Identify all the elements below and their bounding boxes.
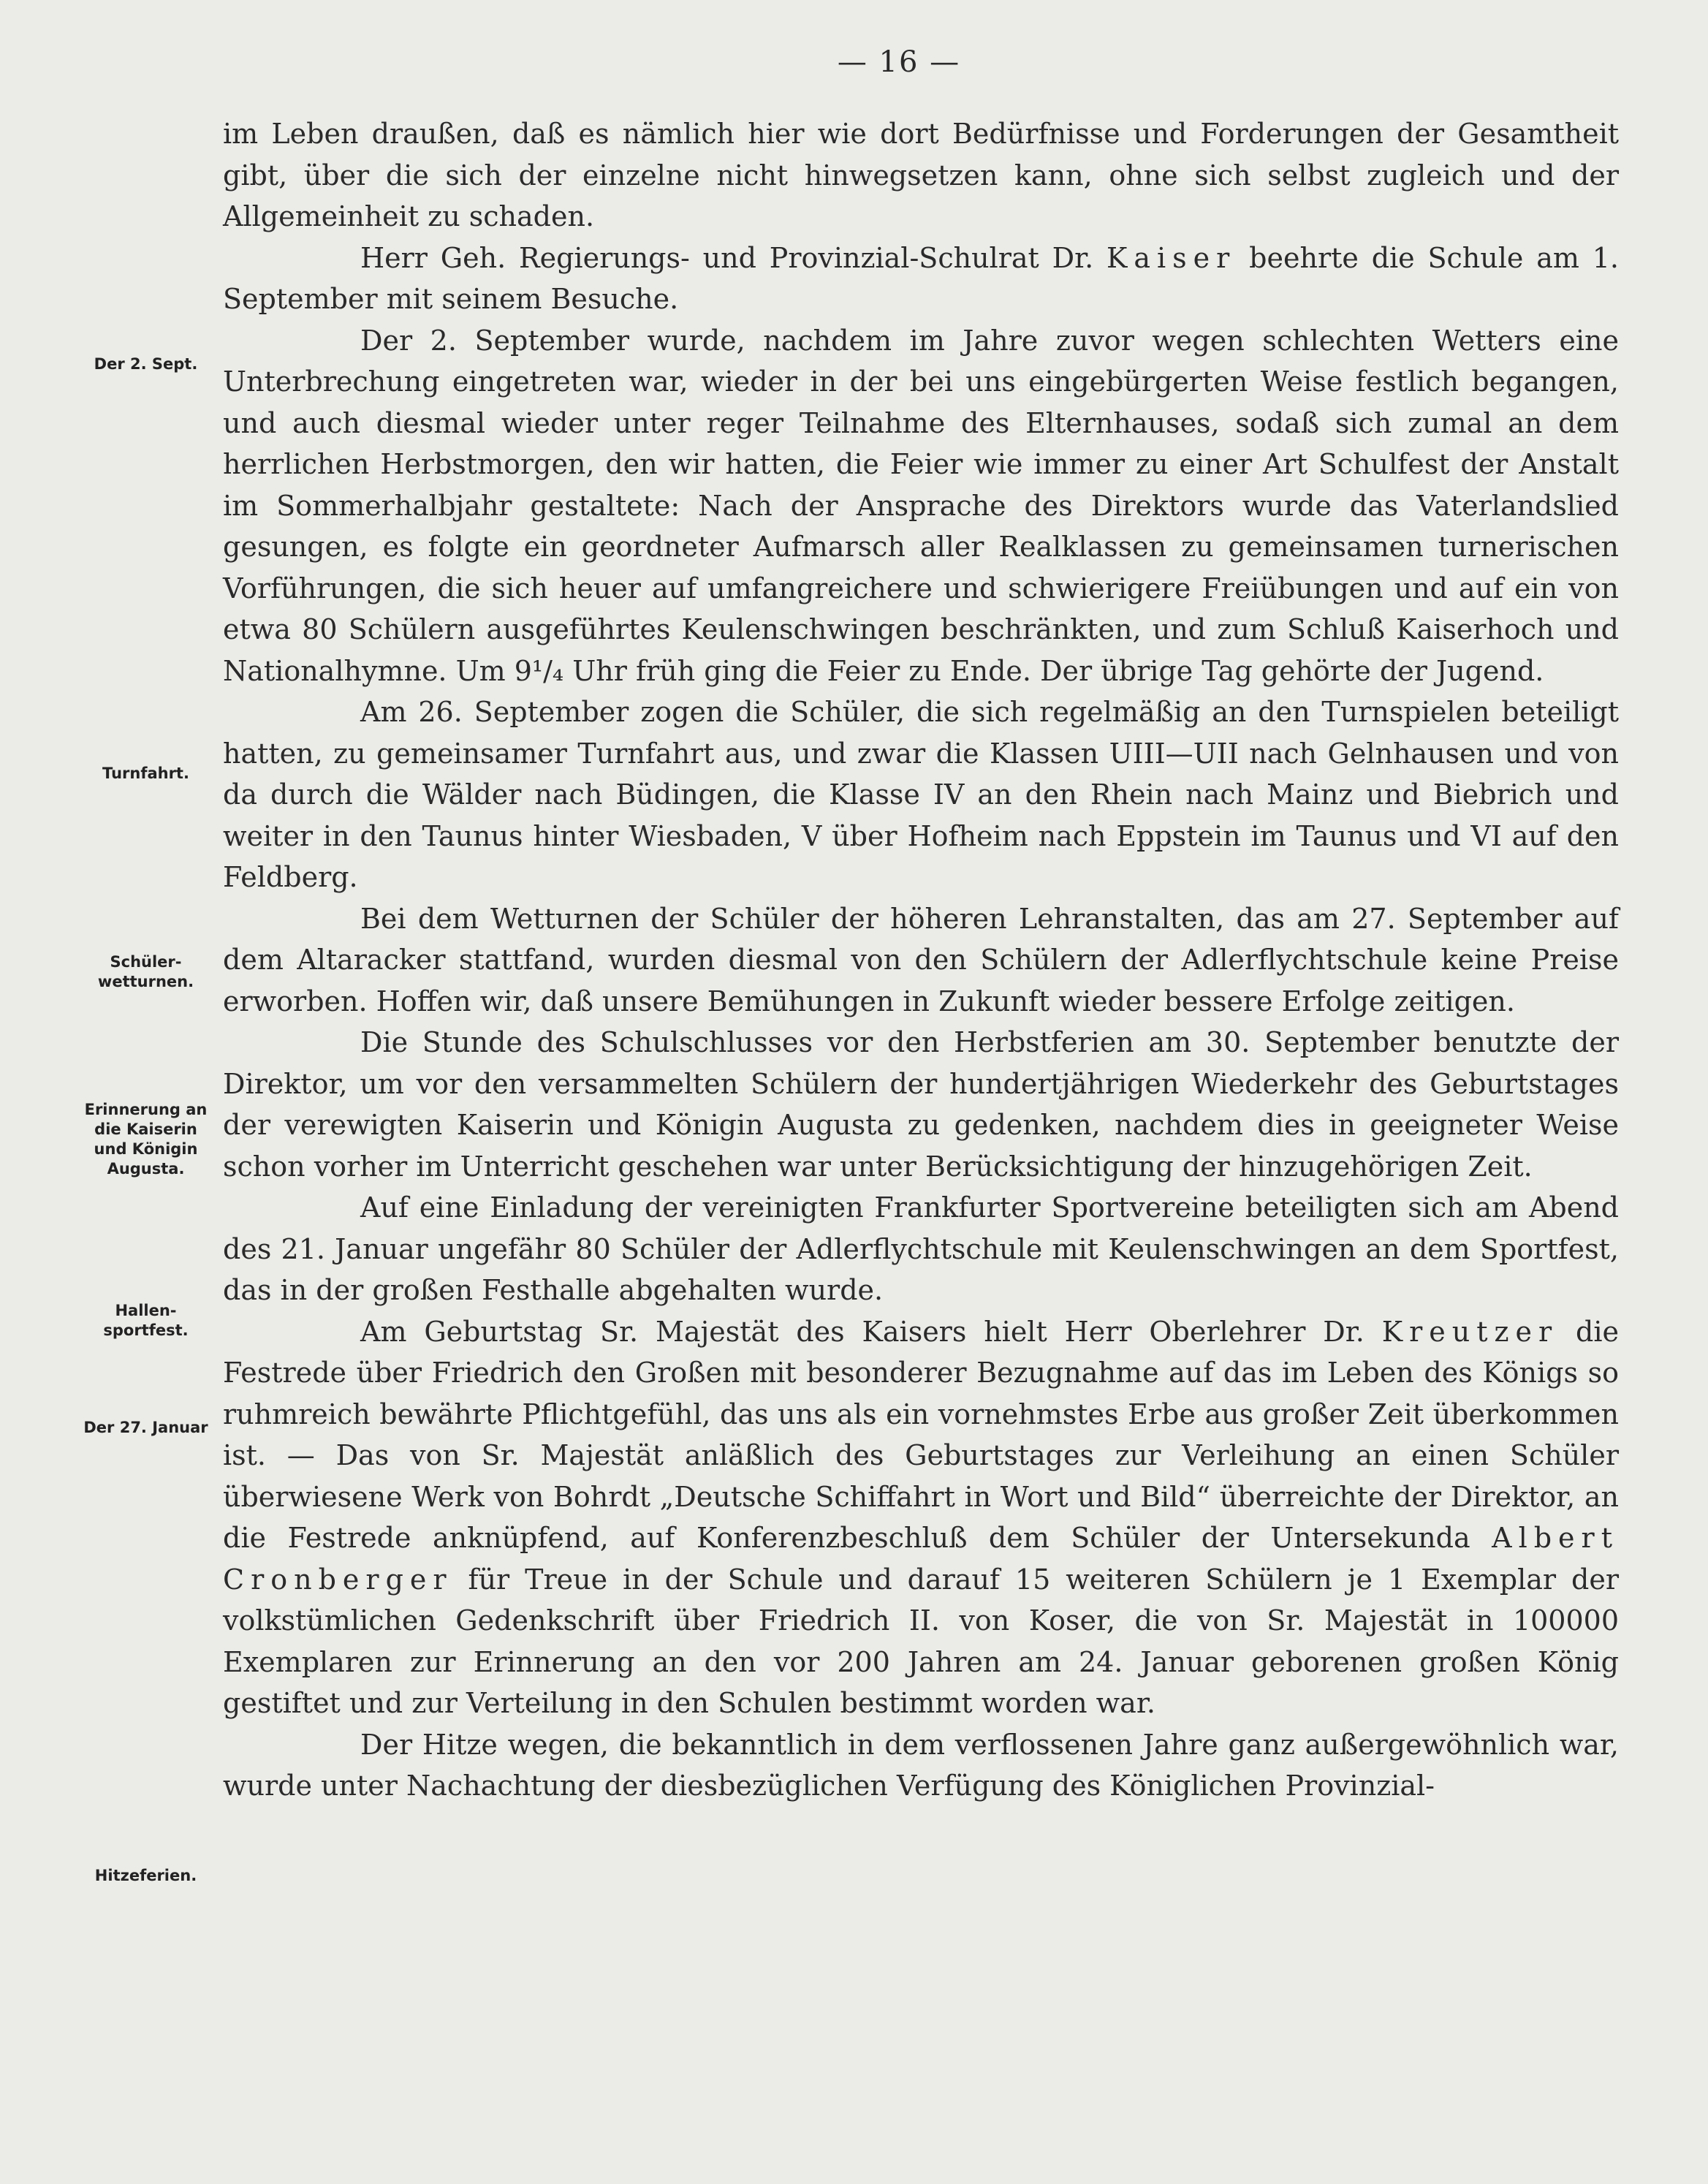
margin-note-turnfahrt: Turnfahrt.: [102, 765, 189, 782]
margin-note-kaiserin-augusta: Erinnerung an die Kaiserin und Königin Augusta.: [84, 1101, 208, 1178]
margin-note-schueler-wetturnen: Schüler- wetturnen.: [97, 953, 194, 990]
margin-note-hitzeferien: Hitzeferien.: [94, 1867, 197, 1884]
page-number: — 16 —: [837, 45, 961, 79]
margin-note-der-27-januar: Der 27. Januar: [83, 1419, 208, 1436]
paragraph-wetturnen: Bei dem Wetturnen der Schüler der höheren Lehranstalten, das am 27. September auf dem Altaracker stattfand, wurden diesmal von den Schülern der Adlerflychtschule keine Preise erworben. Hoffen wir, daß unsere Bemühungen in Zukunft wieder bessere Erfolge zeitigen.: [223, 902, 1619, 1017]
paragraph-hitzeferien: Der Hitze wegen, die bekanntlich in dem verflossenen Jahre ganz außergewöhnlich war, wurde unter Nachachtung der diesbezüglichen Verfügung des Königlichen Provinzial-: [223, 1728, 1619, 1802]
paragraph-turnfahrt: Am 26. September zogen die Schüler, die sich regelmäßig an den Turnspielen beteiligt hatten, zu gemeinsamer Turnfahrt aus, und zwar die Klassen UIII—UII nach Gelnhausen und von da durch die Wälder nach Büdingen, die Klasse IV an den Rhein nach Mainz und Biebrich und weiter in den Taunus hinter Wiesbaden, V über Hofheim nach Eppstein im Taunus und VI auf den Feldberg.: [223, 696, 1619, 893]
name-kreutzer: Kreutzer: [1381, 1315, 1559, 1348]
paragraph-hallensportfest: Auf eine Einladung der vereinigten Frankfurter Sportvereine beteiligten sich am Abend des 21. Januar ungefähr 80 Schüler der Adlerflychtschule mit Keulenschwingen an dem Sportfest, das in der großen Festhalle abgehalten wurde.: [223, 1191, 1619, 1306]
paragraph-27-januar: Am Geburtstag Sr. Majestät des Kaisers hielt Herr Oberlehrer Dr. Kreutzer die Festrede über Friedrich den Großen mit besonderer Bezugnahme auf das im Leben des Königs so ruhmreich bewährte Pflichtgefühl, das uns als ein vornehmstes Erbe aus großer Zeit überkommen ist. — Das von Sr. Majestät anläßlich des Geburtstages zur Verleihung an einen Schüler überwiesene Werk von Bohrdt „Deutsche Schiffahrt in Wort und Bild“ überreichte der Direktor, an die Festrede anknüpfend, auf Konferenzbeschluß dem Schüler der Untersekunda Albert Cronberger für Treue in der Schule und darauf 15 weiteren Schülern je 1 Exemplar der volkstümlichen Gedenkschrift über Friedrich II. von Koser, die von Sr. Majestät in 100000 Exemplaren zur Erinnerung an den vor 200 Jahren am 24. Januar geborenen großen König gestiftet und zur Verteilung in den Schulen bestimmt worden war.: [223, 1315, 1619, 1719]
margin-note-der-2-sept: Der 2. Sept.: [94, 355, 198, 373]
name-albert-cronberger: Albert Cronberger: [223, 1522, 1619, 1596]
margin-note-hallensportfest: Hallen- sportfest.: [103, 1302, 189, 1339]
name-kaiser: Kaiser: [1106, 241, 1237, 274]
paragraph-kaiserin-augusta: Die Stunde des Schulschlusses vor den Herbstferien am 30. September benutzte der Direktor, um vor den versammelten Schülern der hundertjährigen Wiederkehr des Geburtstages der verewigten Kaiserin und Königin Augusta zu gedenken, nachdem dies in geeigneter Weise schon vorher im Unterricht geschehen war unter Berücksichtigung der hinzugehörigen Zeit.: [223, 1026, 1619, 1183]
paragraph-kaiser-visit: Herr Geh. Regierungs- und Provinzial-Schulrat Dr. Kaiser beehrte die Schule am 1. September mit seinem Besuche.: [223, 241, 1619, 315]
body-text: [223, 113, 1619, 1807]
paragraph-2-september: Der 2. September wurde, nachdem im Jahre zuvor wegen schlechten Wetters eine Unterbrechung eingetreten war, wieder in der bei uns eingebürgerten Weise festlich begangen, und auch diesmal wieder unter reger Teilnahme des Elternhauses, sodaß sich zumal an dem herrlichen Herbstmorgen, den wir hatten, die Feier wie immer zu einer Art Schulfest der Anstalt im Sommerhalbjahr gestaltete: Nach der Ansprache des Direktors wurde das Vaterlandslied gesungen, es folgte ein geordneter Aufmarsch aller Realklassen zu gemeinsamen turnerischen Vorführungen, die sich heuer auf umfangreichere und schwierigere Freiübungen und auf ein von etwa 80 Schülern ausgeführtes Keulenschwingen beschränkten, und zum Schluß Kaiserhoch und Nationalhymne. Um 9¹/₄ Uhr früh ging die Feier zu Ende. Der übrige Tag gehörte der Jugend.: [223, 324, 1619, 687]
paragraph-continuation: im Leben draußen, daß es nämlich hier wie dort Bedürfnisse und Forderungen der Gesamtheit gibt, über die sich der einzelne nicht hinwegsetzen kann, ohne sich selbst zugleich und der Allgemeinheit zu schaden.: [223, 118, 1619, 232]
